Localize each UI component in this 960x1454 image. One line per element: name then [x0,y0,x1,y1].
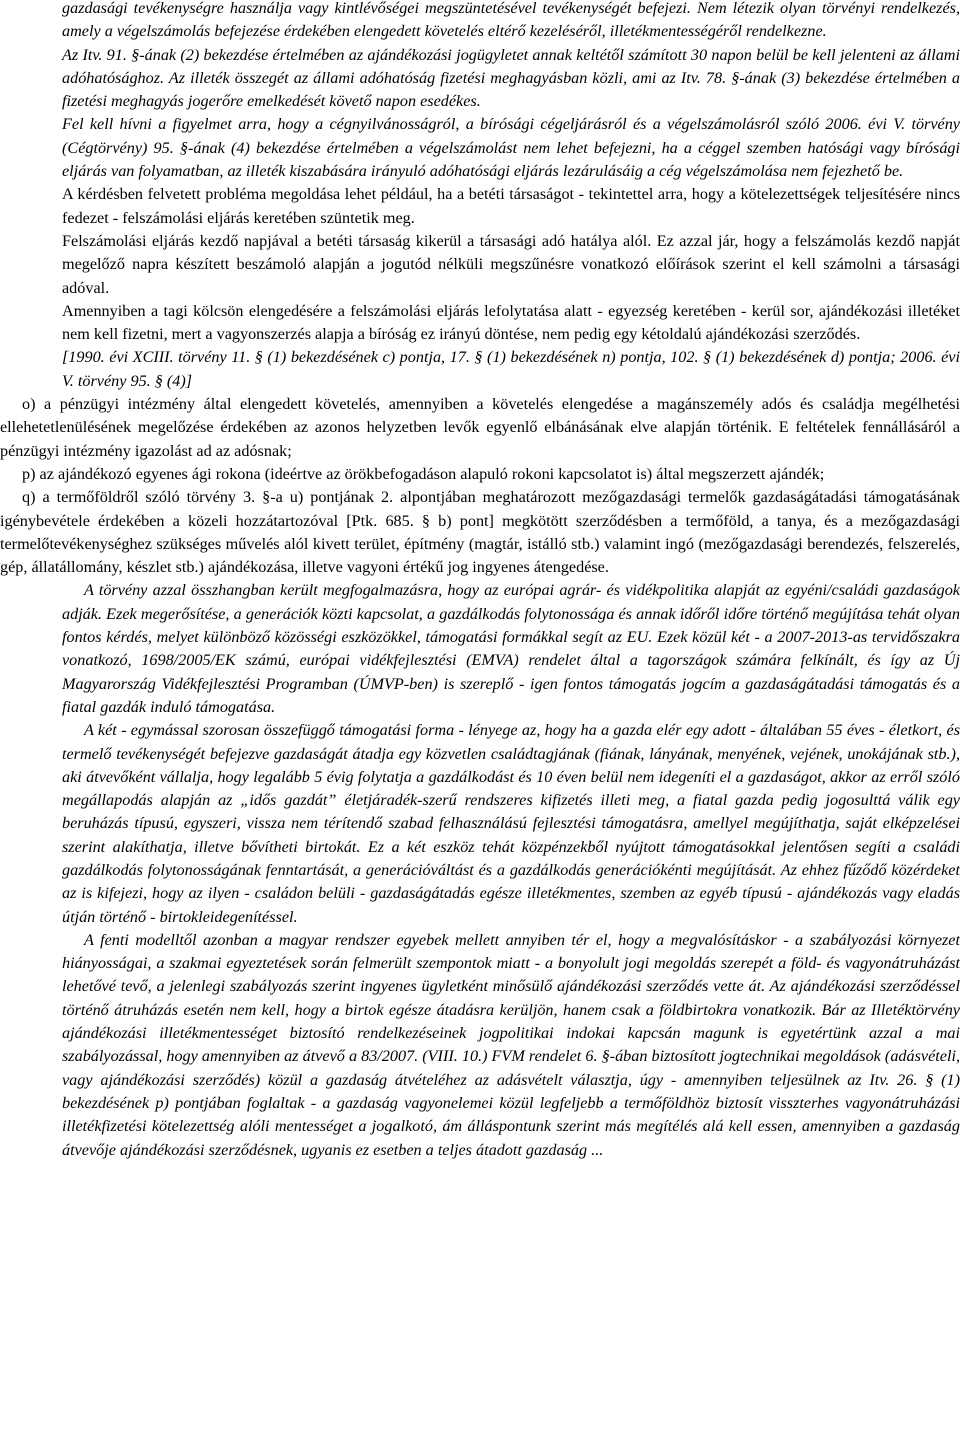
paragraph-2: Az Itv. 91. §-ának (2) bekezdése értelmében az ajándékozási jogügyletet annak keltétől számított 30 napon belül be kell jelenteni az állami adóhatósághoz. Az illeték összegét az állami adóhatóság fizetési meghagyásban közli, ami az Itv. 78. §-ának (3) bekezdése értelmében a fizetési meghagyás jogerőre emelkedését követő napon esedékes. [62,45,960,111]
paragraph-commentary-3: A fenti modelltől azonban a magyar rendszer egyebek mellett annyiben tér el, hogy a megvalósításkor - a szabályozási környezet hiányosságai, a szakmai egyeztetések során felmerült szempontok miatt - a bonyolult jogi megoldás szerepét a föld- és vagyonátruházást lehetővé tevő, a jelenlegi szabályozás szerint ingyenes ügyletként minősülő ajándékozási szerződés vette át. Az ajándékozási szerződéssel történő átruházás esetén nem kell, hogy a birtok egésze átadásra kerüljön, hanem csak a földbirtokra vonatkozik. Bár az Illetéktörvény ajándékozási illetékmentességet biztosító rendelkezéseinek jogpolitikai indokai kapcsán magunk is egyetértünk azzal a mai szabályozással, hogy amennyiben az átvevő a 83/2007. (VIII. 10.) FVM rendelet 6. §-ában biztosított jogtechnikai megoldások (adásvételi, vagy ajándékozási szerződés) közül a gazdaság átvételéhez az adásvételt választja, úgy - amennyiben teljesülnek az Itv. 26. § (1) bekezdésének p) pontjában foglaltak - a gazdaság vagyonelemei közül legfeljebb a termőföldhöz biztosít visszterhes vagyonátruházási illetékfizetési kötelezettség alóli mentességet a jogalkotó, ám álláspontunk szerint más megítélés alá kell essen, amennyiben a gazdaság átvevője ajándékozási szerződésnek, ugyanis ez esetben a teljes átadott gazdaság ... [62,930,960,1159]
list-item-q: q) a termőföldről szóló törvény 3. §-a u) pontjának 2. alpontjában meghatározott mezőgazdasági termelők gazdaságátadási támogatásának igénybevétele érdekében a közeli hozzátartozóval [Ptk. 685. § b) pont] megkötött szerződésben a termőföld, a tanya, és a mezőgazdasági termelőtevékenységhez szükséges művelés alól kivett terület, építmény (magtár, istálló stb.) valamint ingó (mezőgazdasági berendezés, felszerelés, gép, állatállomány, készlet stb.) ajándékozása, illetve vagyoni értékű jog ingyenes átengedése. [0,488,960,577]
paragraph-commentary-2: A két - egymással szorosan összefüggő támogatási forma - lényege az, hogy ha a gazda elér egy adott - általában 55 éves - életkort, és termelő tevékenységét befejezve gazdaságát átadja egy közvetlen családtagjának (fiának, lányának, menyének, vejének, unokájának stb.), aki átvevőként vállalja, hogy legalább 5 évig folytatja a gazdálkodást és 10 éven belül nem idegeníti el a gazdaságot, akkor az erről szóló megállapodás alapján az „idős gazdát” életjáradék-szerű rendszeres kifizetés illeti meg, a fiatal gazda pedig jogosulttá válik egy beruházás típusú, egyszeri, vissza nem térítendő szabad felhasználású fejlesztési támogatásra, amellyel megújíthatja, saját elképzelései szerint alakíthatja, illetve bővítheti birtokát. Ez a két eszköz tehát közpénzekből nyújtott támogatásokkal jelentősen segíti a családi gazdálkodás folytonosságának fenntartását, a generációváltást és a gazdálkodás generációkénti megújítását. Az ehhez fűződő közérdeket az is kifejezi, hogy az ilyen - családon belüli - gazdaságátadás egésze illetékmentes, szemben az egyéb típusú - ajándékozás vagy eladás útján történő - birtokleidegenítéssel. [62,721,960,926]
paragraph-3: Fel kell hívni a figyelmet arra, hogy a cégnyilvánosságról, a bírósági cégeljárásról és a végelszámolásról szóló 2006. évi V. törvény (Cégtörvény) 95. §-ának (4) bekezdése értelmében a végelszámolást nem lehet befejezni, ha a céggel szemben hatósági vagy bírósági eljárás van folyamatban, az illeték kiszabására irányuló adóhatósági eljárás lezárulásáig a cég végelszámolása nem fejezhető be. [62,115,960,181]
list-item-o: o) a pénzügyi intézmény által elengedett követelés, amennyiben a követelés elengedése a magánszemély adós és családja megélhetési ellehetetlenülésének megelőzése érdekében az azonos helyzetben levők egyenlő elbánásának elve alapján történik. E feltételek fennállásáról a pénzügyi intézmény igazolást ad az adósnak; [0,395,960,460]
paragraph-6: Amennyiben a tagi kölcsön elengedésére a felszámolási eljárás lefolytatása alatt - egyezség keretében - kerül sor, ajándékozási illetéket nem kell fizetni, mert a vagyonszerzés alapja a bíróság ez irányú döntése, nem pedig egy kétoldalú ajándékozási szerződés. [62,301,960,344]
paragraph-4: A kérdésben felvetett probléma megoldása lehet például, ha a betéti társaságot - tekintettel arra, hogy a kötelezettségek teljesítésére nincs fedezet - felszámolási eljárás keretében szüntetik meg. [62,185,960,227]
paragraph-5: Felszámolási eljárás kezdő napjával a betéti társaság kikerül a társasági adó hatálya alól. Ez azzal jár, hogy a felszámolás kezdő napját megelőző napra készített beszámoló alapján a jogutód nélküli megszűnésre vonatkozó előírások szerint el kell számolni a társasági adóval. [62,231,960,297]
paragraph-commentary-1: A törvény azzal összhangban került megfogalmazásra, hogy az európai agrár- és vidékpolitika alapját az egyéni/családi gazdaságok adják. Ezek megerősítése, a generációk közti kapcsolat, a gazdálkodás folytonossága és annak időről időre történő megújítása tehát olyan fontos kérdés, melyet különböző közösségi eszközökkel, támogatási formákkal segít az EU. Ezek közül két - a 2007-2013-as tervidőszakra vonatkozó, 1698/2005/EK számú, európai vidékfejlesztési (EMVA) rendelet által a tagországok számára felkínált, és így az Új Magyarország Vidékfejlesztési Programban (ÚMVP-ben) is szereplő - igen fontos támogatás jogcím a gazdaságátadási támogatás és a fiatal gazdák induló támogatása. [62,581,960,716]
paragraph-1: gazdasági tevékenységre használja vagy kintlévőségei megszüntetésével tevékenységét befejezi. Nem létezik olyan törvényi rendelkezés, amely a végelszámolás befejezése érdekében elengedett követelés eltérő kezeléséről, illetékmentességéről rendelkezne. [62,0,960,41]
legal-citation: [1990. évi XCIII. törvény 11. § (1) bekezdésének c) pontja, 17. § (1) bekezdésének n) pontja, 102. § (1) bekezdésének d) pontja; 2006. évi V. törvény 95. § (4)] [62,348,960,390]
list-item-p: p) az ajándékozó egyenes ági rokona (ideértve az örökbefogadáson alapuló rokoni kapcsolatot is) által megszerzett ajándék; [22,464,825,483]
